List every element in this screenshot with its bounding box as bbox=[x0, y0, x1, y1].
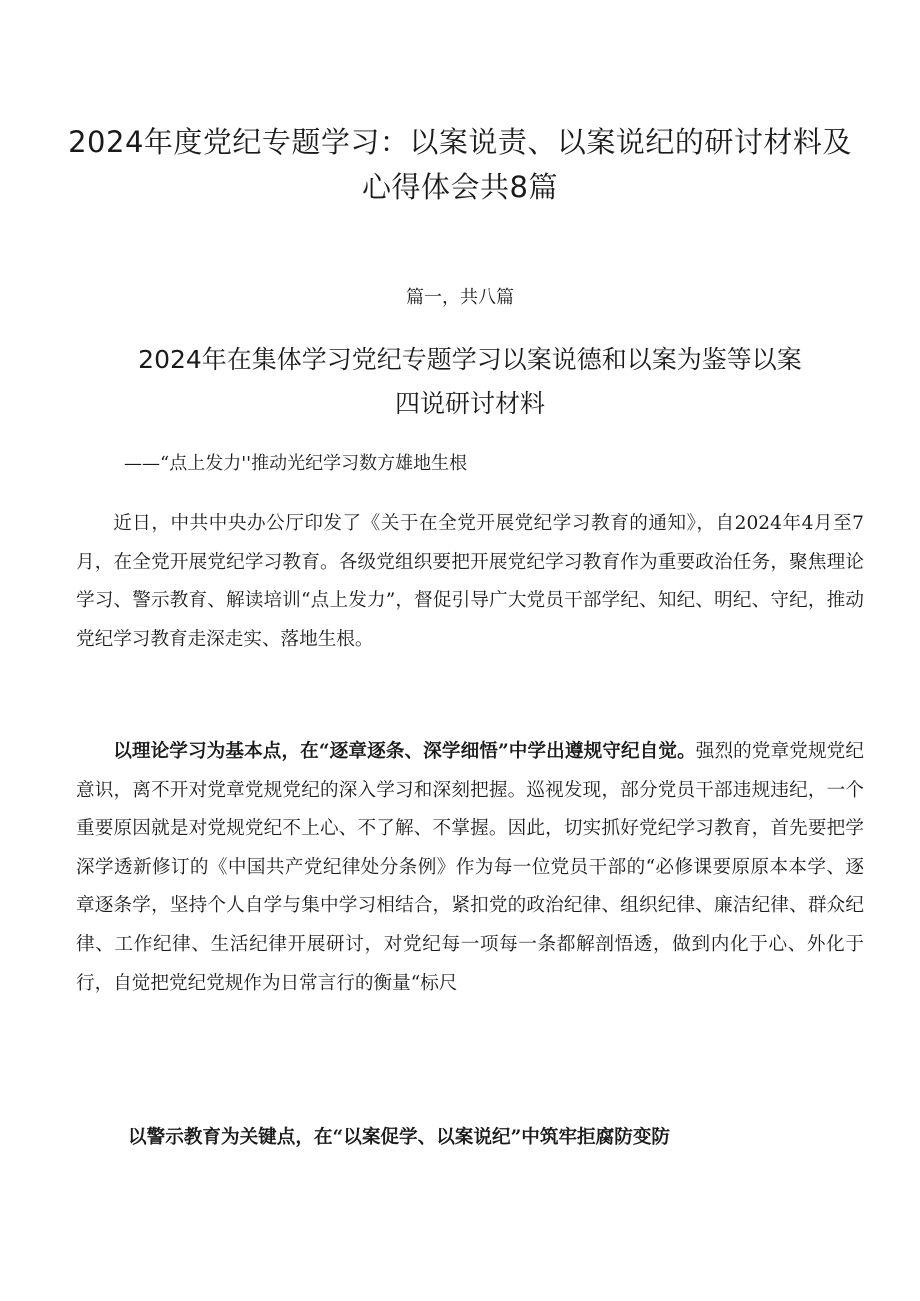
paragraph-theory-study bbox=[76, 733, 864, 1003]
article-title: 2024年在集体学习党纪专题学习以案说德和以案为鉴等以案四说研讨材料 bbox=[138, 345, 802, 418]
paragraph-body: 强烈的党章党规党纪意识，离不开对党章党规党纪的深入学习和深刻把握。巡视发现，部分党员干部违规违纪，一个重要原因就是对党规党纪不上心、不了解、不掌握。因此，切实抓好党纪学习教育，首先要把学深学透新修订的《中国共产党纪律处分条例》作为每一位党员干部的“必修课要原原本本学、逐章逐条学，坚持个人自学与集中学习相结合，紧扣党的政治纪律、组织纪律、廉洁纪律、群众纪律、工作纪律、生活纪律开展研讨，对党纪每一项每一条都解剖悟透，做到内化于心、外化于行，自觉把党纪党规作为日常言行的衡量“标尺 bbox=[76, 741, 864, 994]
paragraph-lead-heading: 以理论学习为基本点，在“逐章逐条、深学细悟”中学出遵规守纪自觉。 bbox=[113, 741, 696, 762]
document-title: 2024年度党纪专题学习：以案说责、以案说纪的研讨材料及心得体会共8篇 bbox=[68, 125, 852, 204]
paragraph-warning-heading: 以警示教育为关键点，在“以案促学、以案说纪”中筑牢拒腐防变防 bbox=[128, 1127, 671, 1148]
section-label: 篇一，共八篇 bbox=[406, 287, 514, 308]
article-subtitle: ——“点上发力''推动光纪学习数方雄地生根 bbox=[124, 453, 468, 474]
paragraph-intro: 近日，中共中央办公厅印发了《关于在全党开展党纪学习教育的通知》，自2024年4月至7月，在全党开展党纪学习教育。各级党组织要把开展党纪学习教育作为重要政治任务，聚焦理论学习、警示教育、解读培训“点上发力”，督促引导广大党员干部学纪、知纪、明纪、守纪，推动党纪学习教育走深走实、落地生根。 bbox=[76, 513, 864, 650]
